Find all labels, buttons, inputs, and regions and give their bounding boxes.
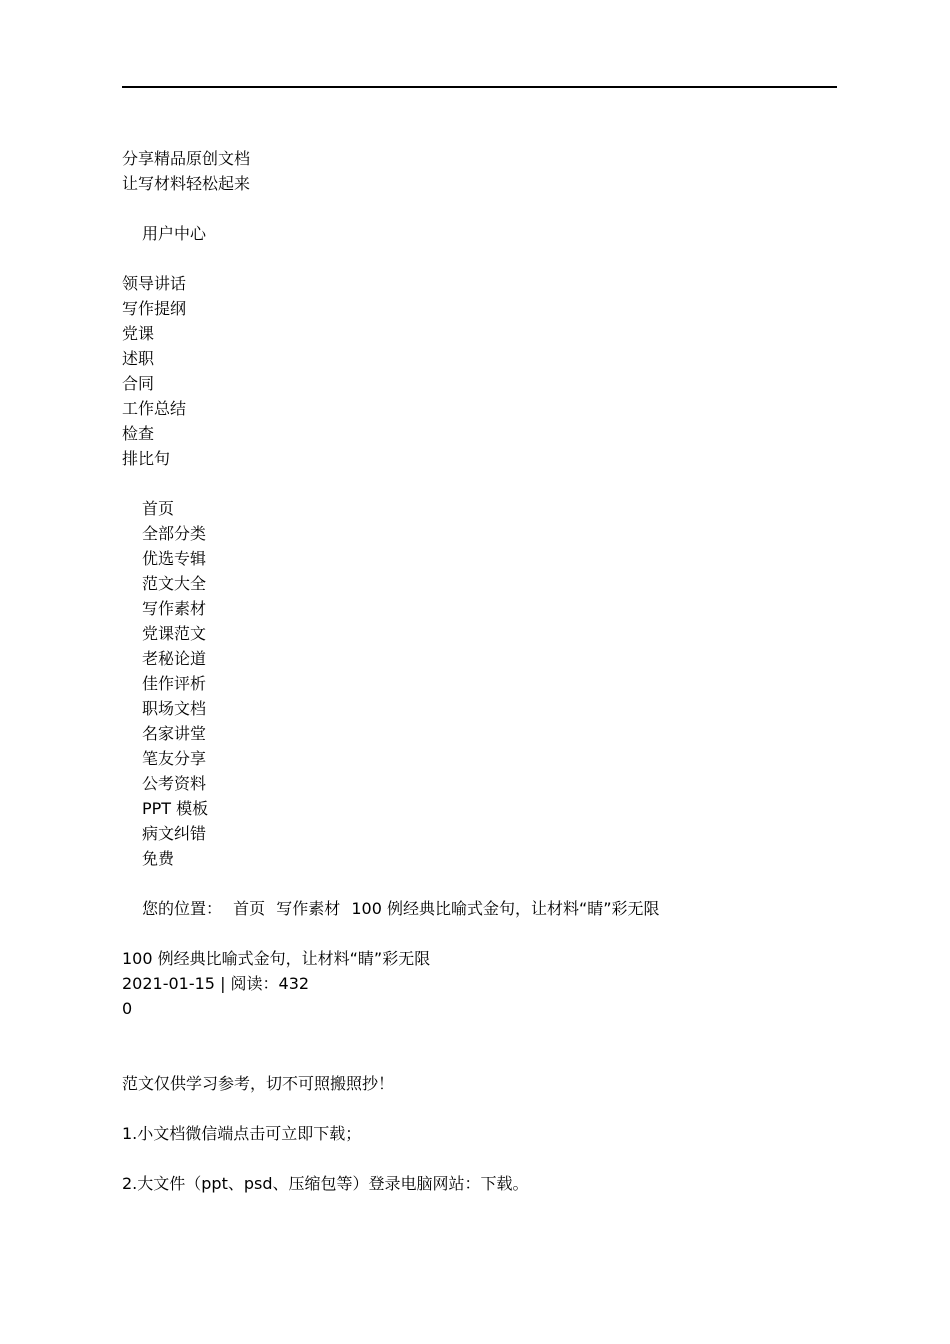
download-tip-2: 2.大文件（ppt、psd、压缩包等）登录电脑网站：下载。 (122, 1174, 529, 1193)
nav-item-pen-pals[interactable]: 笔友分享 (142, 749, 207, 768)
nav-item-secretary-talk[interactable]: 老秘论道 (142, 649, 207, 668)
nav-item-free[interactable]: 免费 (142, 849, 175, 868)
tag-list (122, 271, 837, 471)
nav-item-all-categories[interactable]: 全部分类 (142, 524, 207, 543)
article-meta: 2021-01-15 | 阅读：432 (122, 974, 310, 993)
tag-item[interactable]: 写作提纲 (122, 299, 187, 318)
nav-item-home[interactable]: 首页 (142, 499, 175, 518)
tag-item[interactable]: 述职 (122, 349, 155, 368)
tag-item[interactable]: 工作总结 (122, 399, 187, 418)
nav-item-workplace-docs[interactable]: 职场文档 (142, 699, 207, 718)
nav-item-sample-essays[interactable]: 范文大全 (142, 574, 207, 593)
breadcrumb-current: 100 例经典比喻式金句，让材料“睛”彩无限 (351, 899, 660, 918)
site-slogan-2: 让写材料轻松起来 (122, 174, 251, 193)
tag-item[interactable]: 合同 (122, 374, 155, 393)
tag-item[interactable]: 排比句 (122, 449, 171, 468)
download-tip-1: 1.小文档微信端点击可立即下载； (122, 1124, 362, 1143)
article-notice: 范文仅供学习参考，切不可照搬照抄！ (122, 1074, 395, 1093)
nav-item-reviews[interactable]: 佳作评析 (142, 674, 207, 693)
breadcrumb-home[interactable]: 首页 (233, 899, 266, 918)
nav-item-ppt-templates[interactable]: PPT 模板 (142, 799, 209, 818)
breadcrumb (122, 896, 837, 921)
article-title: 100 例经典比喻式金句，让材料“睛”彩无限 (122, 949, 431, 968)
header-rule (122, 86, 837, 88)
main-nav (122, 496, 837, 871)
tag-item[interactable]: 检查 (122, 424, 155, 443)
article-count: 0 (122, 999, 133, 1018)
nav-item-writing-materials[interactable]: 写作素材 (142, 599, 207, 618)
nav-item-lectures[interactable]: 名家讲堂 (142, 724, 207, 743)
breadcrumb-category[interactable]: 写作素材 (276, 899, 341, 918)
nav-item-featured[interactable]: 优选专辑 (142, 549, 207, 568)
page-content (122, 146, 837, 1196)
breadcrumb-label: 您的位置： (142, 899, 223, 918)
nav-item-exam-materials[interactable]: 公考资料 (142, 774, 207, 793)
nav-item-party-lessons[interactable]: 党课范文 (142, 624, 207, 643)
tag-item[interactable]: 领导讲话 (122, 274, 187, 293)
tag-item[interactable]: 党课 (122, 324, 155, 343)
site-slogan-1: 分享精品原创文档 (122, 149, 251, 168)
user-center-link[interactable]: 用户中心 (142, 224, 207, 243)
nav-item-corrections[interactable]: 病文纠错 (142, 824, 207, 843)
